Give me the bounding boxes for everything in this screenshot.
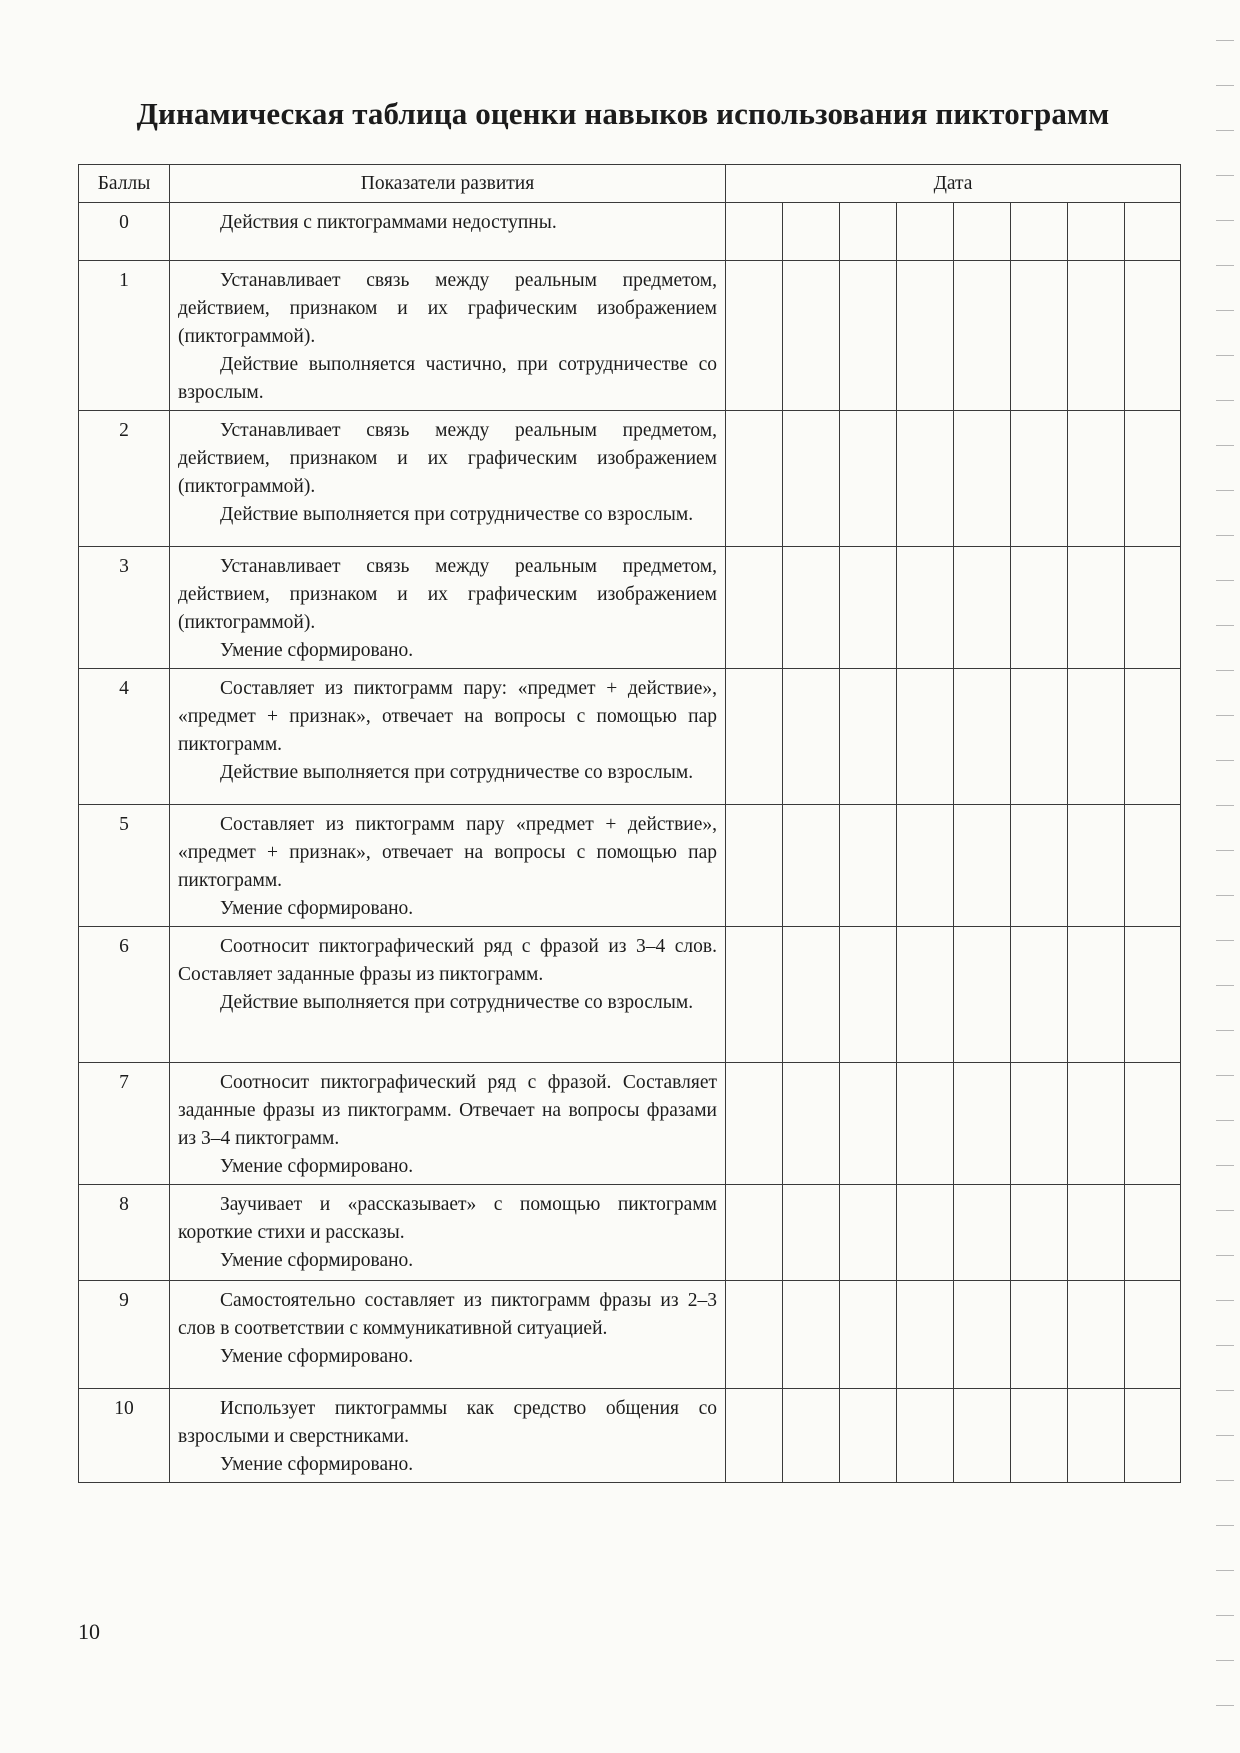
date-cell[interactable] — [783, 261, 840, 411]
score-cell: 7 — [79, 1063, 170, 1185]
indicator-text: Составляет из пиктограмм пару «предмет + действие», «предмет + признак», отвечает на вопросы с помощью пар пиктограмм. — [178, 814, 717, 891]
indicator-text: Действие выполняется при сотрудничестве со взрослым. — [220, 762, 694, 783]
date-cell[interactable] — [1125, 669, 1181, 805]
date-cell[interactable] — [783, 411, 840, 547]
indicator-text: Устанавливает связь между реальным предметом, действием, признаком и их графическим изображением (пиктограммой). — [178, 270, 717, 347]
indicator-text: Заучивает и «рассказывает» с помощью пиктограмм короткие стихи и рассказы. — [178, 1194, 717, 1243]
date-cell[interactable] — [897, 411, 954, 547]
indicator-cell — [170, 805, 726, 927]
date-cell[interactable] — [840, 261, 897, 411]
date-cell[interactable] — [783, 1281, 840, 1389]
score-cell: 4 — [79, 669, 170, 805]
indicator-cell — [170, 669, 726, 805]
date-cell[interactable] — [1125, 261, 1181, 411]
date-cell[interactable] — [783, 669, 840, 805]
indicator-cell — [170, 411, 726, 547]
date-cell[interactable] — [726, 261, 783, 411]
date-cell[interactable] — [1011, 261, 1068, 411]
date-cell[interactable] — [954, 261, 1011, 411]
date-cell[interactable] — [840, 1185, 897, 1281]
score-cell: 3 — [79, 547, 170, 669]
table-row — [79, 411, 1181, 547]
date-cell[interactable] — [897, 1185, 954, 1281]
date-cell[interactable] — [726, 1063, 783, 1185]
score-header: Баллы — [79, 165, 170, 203]
date-cell[interactable] — [1011, 927, 1068, 1063]
indicator-cell — [170, 1389, 726, 1483]
date-cell[interactable] — [1011, 1185, 1068, 1281]
indicator-text: Действие выполняется при сотрудничестве со взрослым. — [220, 504, 694, 525]
date-cell[interactable] — [1125, 1185, 1181, 1281]
date-cell[interactable] — [1068, 411, 1125, 547]
date-cell[interactable] — [954, 1281, 1011, 1389]
score-cell: 1 — [79, 261, 170, 411]
date-cell[interactable] — [1068, 1185, 1125, 1281]
date-cell[interactable] — [840, 1063, 897, 1185]
date-cell[interactable] — [840, 805, 897, 927]
assessment-table — [78, 164, 1181, 1483]
indicator-text: Умение сформировано. — [220, 1454, 414, 1475]
indicator-text: Составляет из пиктограмм пару: «предмет + действие», «предмет + признак», отвечает на вопросы с помощью пар пиктограмм. — [178, 678, 717, 755]
date-cell[interactable] — [897, 805, 954, 927]
date-cell[interactable] — [1011, 805, 1068, 927]
date-cell[interactable] — [783, 805, 840, 927]
score-cell: 2 — [79, 411, 170, 547]
date-cell[interactable] — [1068, 669, 1125, 805]
indicator-cell — [170, 1185, 726, 1281]
date-cell[interactable] — [897, 203, 954, 261]
score-cell: 9 — [79, 1281, 170, 1389]
indicator-cell — [170, 927, 726, 1063]
indicator-text: Использует пиктограммы как средство общения со взрослыми и сверстниками. — [178, 1398, 717, 1447]
indicator-text: Умение сформировано. — [220, 898, 414, 919]
date-cell[interactable] — [726, 805, 783, 927]
date-cell[interactable] — [1011, 411, 1068, 547]
date-cell[interactable] — [897, 669, 954, 805]
date-cell[interactable] — [1068, 1063, 1125, 1185]
date-cell[interactable] — [1068, 1281, 1125, 1389]
date-cell[interactable] — [954, 411, 1011, 547]
date-cell[interactable] — [726, 411, 783, 547]
indicator-text: Умение сформировано. — [220, 1346, 414, 1367]
table-row — [79, 203, 1181, 261]
indicator-text: Действие выполняется частично, при сотрудничестве со взрослым. — [178, 354, 717, 403]
table-row — [79, 1389, 1181, 1483]
date-cell[interactable] — [897, 1281, 954, 1389]
indicator-text: Устанавливает связь между реальным предметом, действием, признаком и их графическим изображением (пиктограммой). — [178, 556, 717, 633]
score-cell: 10 — [79, 1389, 170, 1483]
indicator-text: Умение сформировано. — [220, 1156, 414, 1177]
date-cell[interactable] — [726, 547, 783, 669]
indicator-cell — [170, 203, 726, 261]
date-cell[interactable] — [897, 927, 954, 1063]
page-number: 10 — [78, 1619, 100, 1644]
date-cell[interactable] — [1068, 261, 1125, 411]
date-cell[interactable] — [1011, 1063, 1068, 1185]
date-cell[interactable] — [897, 1063, 954, 1185]
date-cell[interactable] — [897, 547, 954, 669]
date-cell[interactable] — [954, 547, 1011, 669]
indicator-text: Действие выполняется при сотрудничестве со взрослым. — [220, 992, 694, 1013]
date-cell[interactable] — [726, 927, 783, 1063]
indicators-header: Показатели развития — [170, 165, 726, 203]
table-row — [79, 547, 1181, 669]
date-cell[interactable] — [1068, 547, 1125, 669]
date-cell[interactable] — [954, 669, 1011, 805]
indicator-text: Умение сформировано. — [220, 640, 414, 661]
date-cell[interactable] — [1125, 927, 1181, 1063]
date-cell[interactable] — [1125, 203, 1181, 261]
date-cell[interactable] — [840, 547, 897, 669]
indicator-cell — [170, 1281, 726, 1389]
score-cell: 0 — [79, 203, 170, 261]
date-cell[interactable] — [1125, 1063, 1181, 1185]
date-cell[interactable] — [1011, 547, 1068, 669]
date-cell[interactable] — [954, 203, 1011, 261]
score-cell: 6 — [79, 927, 170, 1063]
date-cell[interactable] — [954, 1389, 1011, 1483]
date-cell[interactable] — [726, 1389, 783, 1483]
date-cell[interactable] — [840, 411, 897, 547]
date-cell[interactable] — [1011, 203, 1068, 261]
date-cell[interactable] — [954, 927, 1011, 1063]
score-cell: 8 — [79, 1185, 170, 1281]
date-cell[interactable] — [1011, 669, 1068, 805]
date-cell[interactable] — [1125, 411, 1181, 547]
table-row — [79, 805, 1181, 927]
date-cell[interactable] — [1068, 1389, 1125, 1483]
date-cell[interactable] — [783, 547, 840, 669]
date-cell[interactable] — [726, 669, 783, 805]
date-cell[interactable] — [783, 927, 840, 1063]
indicator-text: Самостоятельно составляет из пиктограмм фразы из 2–3 слов в соответствии с коммуникативной ситуацией. — [178, 1290, 717, 1339]
date-cell[interactable] — [726, 1185, 783, 1281]
date-cell[interactable] — [783, 1389, 840, 1483]
date-cell[interactable] — [783, 203, 840, 261]
date-cell[interactable] — [954, 1185, 1011, 1281]
indicator-cell — [170, 261, 726, 411]
date-cell[interactable] — [840, 927, 897, 1063]
date-cell[interactable] — [783, 1185, 840, 1281]
indicator-text: Соотносит пиктографический ряд с фразой. Составляет заданные фразы из пиктограмм. Отвечает на вопросы фразами из 3–4 пиктограмм. — [178, 1072, 717, 1149]
indicator-text: Действия с пиктограммами недоступны. — [220, 212, 557, 233]
table-row — [79, 1281, 1181, 1389]
date-cell[interactable] — [1011, 1281, 1068, 1389]
score-cell: 5 — [79, 805, 170, 927]
date-cell[interactable] — [1125, 1389, 1181, 1483]
scan-edge-marks — [1212, 40, 1234, 1720]
date-cell[interactable] — [840, 203, 897, 261]
date-cell[interactable] — [726, 1281, 783, 1389]
date-cell[interactable] — [897, 261, 954, 411]
table-row — [79, 1063, 1181, 1185]
table-row — [79, 261, 1181, 411]
indicator-text: Соотносит пиктографический ряд с фразой из 3–4 слов. Составляет заданные фразы из пиктограмм. — [178, 936, 717, 985]
indicator-cell — [170, 547, 726, 669]
page-title: Динамическая таблица оценки навыков использования пиктограмм — [136, 96, 1110, 131]
date-cell[interactable] — [954, 1063, 1011, 1185]
date-cell[interactable] — [1068, 805, 1125, 927]
table-row — [79, 927, 1181, 1063]
indicator-text: Умение сформировано. — [220, 1250, 414, 1271]
date-cell[interactable] — [840, 1281, 897, 1389]
date-cell[interactable] — [840, 1389, 897, 1483]
date-cell[interactable] — [1125, 805, 1181, 927]
date-cell[interactable] — [726, 203, 783, 261]
date-cell[interactable] — [1068, 203, 1125, 261]
date-header: Дата — [726, 165, 1181, 203]
date-cell[interactable] — [783, 1063, 840, 1185]
date-cell[interactable] — [1011, 1389, 1068, 1483]
date-cell[interactable] — [1125, 1281, 1181, 1389]
date-cell[interactable] — [897, 1389, 954, 1483]
indicator-text: Устанавливает связь между реальным предметом, действием, признаком и их графическим изображением (пиктограммой). — [178, 420, 717, 497]
table-row — [79, 669, 1181, 805]
date-cell[interactable] — [1125, 547, 1181, 669]
date-cell[interactable] — [1068, 927, 1125, 1063]
header-row — [79, 165, 1181, 203]
date-cell[interactable] — [954, 805, 1011, 927]
indicator-cell — [170, 1063, 726, 1185]
date-cell[interactable] — [840, 669, 897, 805]
table-row — [79, 1185, 1181, 1281]
